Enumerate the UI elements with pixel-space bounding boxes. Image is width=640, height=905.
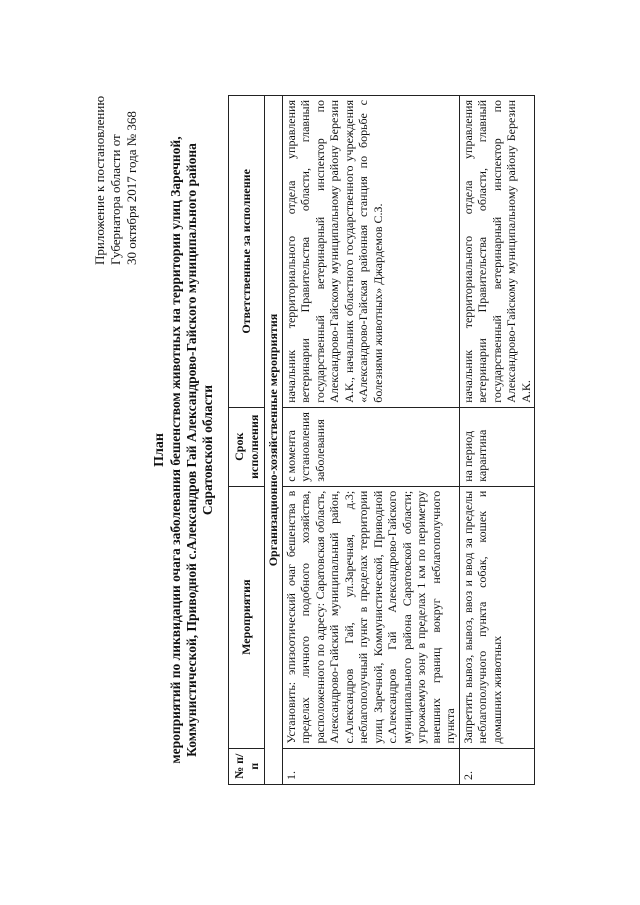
title-line-2: Коммунистической, Приводной с.Александров Гай Александрово-Гайского муниципального района [184,143,199,757]
appendix-line-1: Приложение к постановлению [92,95,107,265]
table-row [282,96,459,785]
document-title [152,90,216,810]
header-responsible: Ответственные за исполнение [229,96,265,408]
row-term: на период карантина [459,407,535,486]
section-row [265,96,283,785]
header-activity: Мероприятия [229,486,265,748]
table-header-row [229,96,265,785]
header-term: Срок исполнения [229,407,265,486]
appendix-line-3: 30 октября 2017 года № 368 [124,111,139,265]
table-row [459,96,535,785]
title-line-1: мероприятий по ликвидации очага заболевания бешенством животных на территории улиц Заречной, [168,136,183,764]
row-activity: Установить: эпизоотический очаг бешенства в пределах личного подобного хозяйства, расположенного по адресу: Саратовская область, Александрово-Гайский муниципальный район, с.Александров Гай, ул.Заречная, д.3; неблагополучный пункт в пределах территории улиц Заречной, Коммунистической, Приводной с.Александров Гай Александрово-Гайского муниципального района Саратовской области; угрожаемую зону в пределах 1 км по периметру внешних границ вокруг неблагополучного пункта [282,486,459,748]
row-responsible: начальник территориального отдела управления ветеринарии Правительства области, главный государственный ветеринарный инспектор по Александрово-Гайскому муниципальному району Березин А.К. [459,96,535,408]
row-activity: Запретить вывоз, вывоз, ввоз и ввод за пределы неблагополучного пункта собак, кошек и домашних животных [459,486,535,748]
title-line-3: Саратовской области [200,384,215,516]
plan-table [228,95,535,785]
section-title: Организационно-хозяйственные мероприятия [265,96,283,785]
row-num: 2. [459,748,535,784]
title-heading: План [152,433,167,467]
row-term: с момента установления заболевания [282,407,459,486]
appendix-note [92,15,140,265]
row-num: 1. [282,748,459,784]
header-num: № п/п [229,748,265,784]
row-responsible: начальник территориального отдела управления ветеринарии Правительства области, главный государственный ветеринарный инспектор по Александрово-Гайскому муниципальному району Березин А.К., начальник областного государственного учреждения «Александрово-Гайская районная станция по борьбе с болезнями животных» Джардемов С.З. [282,96,459,408]
appendix-line-2: Губернатора области от [108,134,123,265]
